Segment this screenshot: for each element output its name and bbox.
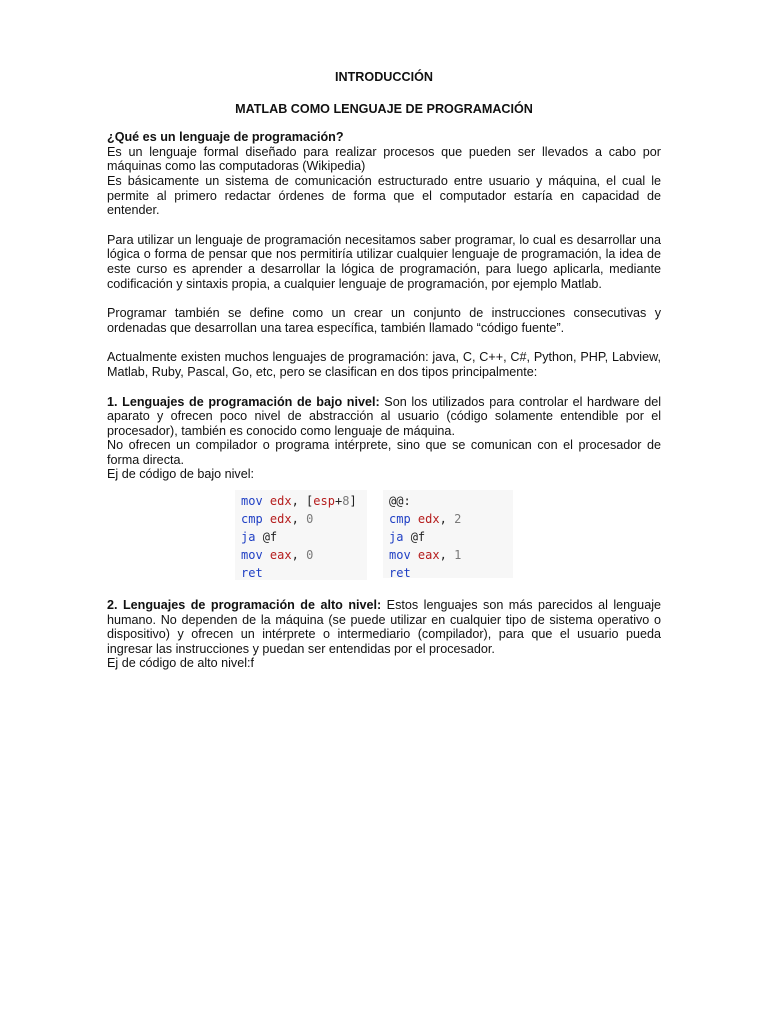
bajo-nivel-text: Son los utilizados para controlar el hardware del aparato y ofrecen poco nivel de abstracción al usuario (código solamente entendible por el procesador), también es conocido como lenguaje de máquina.: [107, 394, 661, 438]
code-token: ,: [439, 512, 455, 527]
alto-nivel-text: Estos lenguajes son más parecidos al lenguaje humano. No dependen de la máquina (se puede utilizar en cualquier tipo de sistema operativo o dispositivo) y ofrecen un intérprete o intermediario (compilador), para que el usuario pueda ingresar las instrucciones y puedan ser entendidas por el procesador.: [107, 598, 661, 656]
code-token: ]: [349, 494, 357, 509]
code-line: [389, 564, 507, 582]
code-line: [389, 546, 507, 564]
code-line: [241, 546, 361, 564]
paragraph-actualmente: Actualmente existen muchos lenguajes de programación: java, C, C++, C#, Python, PHP, Labview, Matlab, Ruby, Pascal, Go, etc, pero se clasifican en dos tipos principalmente:: [107, 350, 661, 379]
code-token: ,: [291, 512, 307, 527]
code-opcode: cmp: [241, 512, 263, 527]
code-line: [389, 492, 507, 510]
code-block-left: [235, 490, 367, 580]
document-title: INTRODUCCIÓN: [335, 70, 433, 84]
code-token: @f: [410, 530, 426, 545]
code-opcode: ja: [389, 530, 404, 545]
code-token: 8: [342, 494, 350, 509]
code-line: [241, 510, 361, 528]
alto-nivel-label: 2. Lenguajes de programación de alto nivel:: [107, 598, 382, 613]
code-block-right: [383, 490, 513, 581]
paragraph-definition-2: Es básicamente un sistema de comunicación estructurado entre usuario y máquina, el cual le permite al primero redactar órdenes de forma que el computador estaría en capacidad de entender.: [107, 173, 661, 218]
paragraph-bajo-nivel: [107, 395, 661, 439]
alto-nivel-example-label: Ej de código de alto nivel:f: [107, 656, 255, 671]
code-token: edx: [269, 494, 292, 509]
bajo-nivel-example-label: Ej de código de bajo nivel:: [107, 467, 255, 482]
code-line: [241, 564, 361, 582]
paragraph-bajo-nivel-2: No ofrecen un compilador o programa intérprete, sino que se comunican con el procesador de forma directa.: [107, 438, 661, 467]
bajo-nivel-label: 1. Lenguajes de programación de bajo nivel:: [107, 394, 380, 409]
code-token: ,: [291, 548, 307, 563]
code-opcode: mov: [241, 494, 263, 509]
paragraph-definition-1: Es un lenguaje formal diseñado para realizar procesos que pueden ser llevados a cabo por máquinas como las computadoras (Wikipedia): [107, 144, 661, 174]
code-token: @@:: [389, 494, 411, 509]
code-line: [389, 528, 507, 546]
code-token: esp: [313, 494, 335, 509]
code-token: @f: [262, 530, 278, 545]
code-token: , [: [291, 494, 314, 509]
code-opcode: ja: [241, 530, 256, 545]
paragraph-alto-nivel: [107, 598, 661, 656]
code-token: edx: [269, 512, 292, 527]
code-token: eax: [417, 548, 440, 563]
code-token: edx: [417, 512, 440, 527]
code-token: ,: [439, 548, 455, 563]
paragraph-aprender: Para utilizar un lenguaje de programación necesitamos saber programar, lo cual es desarrollar una lógica o forma de pensar que nos permitiría utilizar cualquier lenguaje de programación, la idea de este curso es aprender a desarrollar la lógica de programación, para luego aplicarla, mediante codificación y sintaxis propia, a cualquier lenguaje de programación, por ejemplo Matlab.: [107, 232, 661, 291]
code-line: [389, 510, 507, 528]
code-opcode: ret: [241, 566, 263, 581]
code-token: eax: [269, 548, 292, 563]
code-token: 2: [454, 512, 462, 527]
code-token: 0: [306, 548, 314, 563]
document-body: [107, 70, 661, 671]
code-token: +: [334, 494, 343, 509]
code-opcode: mov: [241, 548, 263, 563]
document-subtitle: MATLAB COMO LENGUAJE DE PROGRAMACIÓN: [235, 101, 533, 116]
code-opcode: mov: [389, 548, 411, 563]
code-line: [241, 528, 361, 546]
section-heading-que-es: ¿Qué es un lenguaje de programación?: [107, 130, 344, 145]
code-opcode: cmp: [389, 512, 411, 527]
code-line: [241, 492, 361, 510]
code-token: 0: [306, 512, 314, 527]
code-token: 1: [454, 548, 462, 563]
code-opcode: ret: [389, 566, 411, 581]
code-examples: [107, 490, 661, 582]
paragraph-programar: Programar también se define como un crear un conjunto de instrucciones consecutivas y ordenadas que desarrollan una tarea específica, también llamado “código fuente”.: [107, 306, 661, 335]
